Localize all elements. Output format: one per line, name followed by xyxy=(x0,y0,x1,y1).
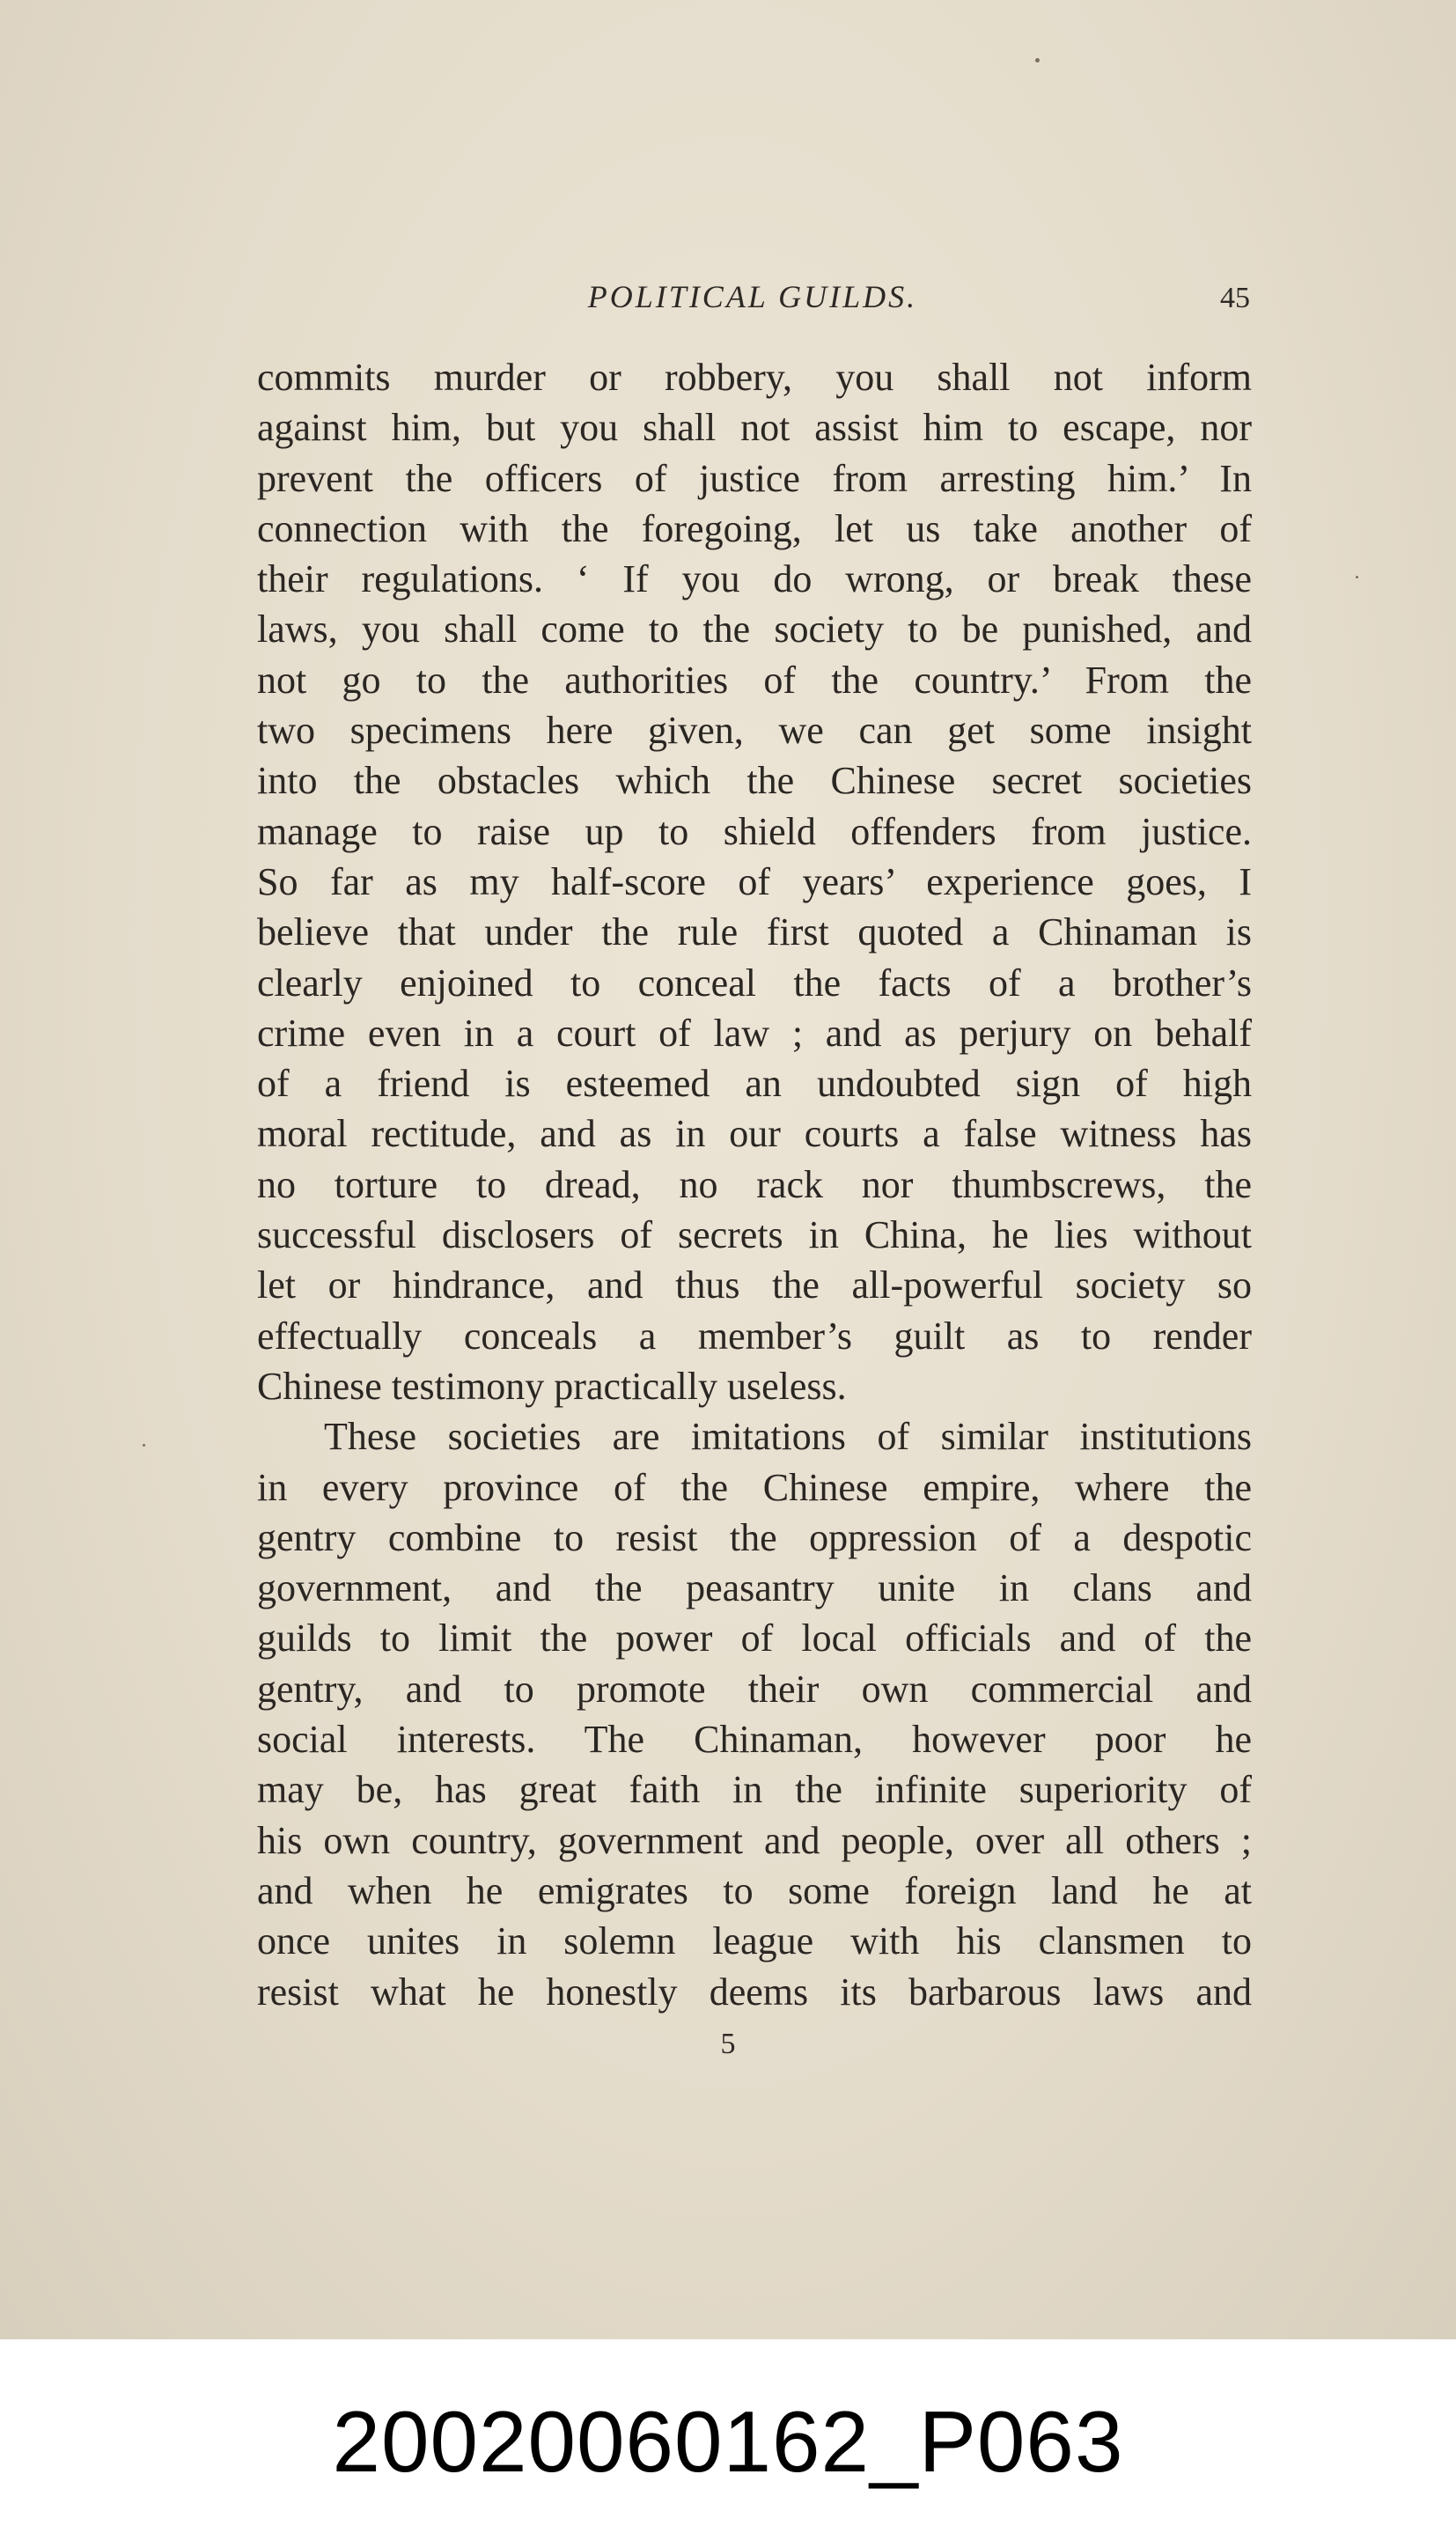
text-line: Chinese testimony practically useless. xyxy=(257,1364,847,1408)
text-line: social interests. The Chinaman, however poor he xyxy=(257,1718,1252,1762)
text-line: two specimens here given, we can get some insight xyxy=(257,709,1252,753)
paper-speck xyxy=(1356,576,1358,578)
text-line: let or hindrance, and thus the all-powerful society so xyxy=(257,1263,1252,1307)
text-line: of a friend is esteemed an undoubted sign of high xyxy=(257,1062,1252,1106)
text-line: manage to raise up to shield offenders from justice. xyxy=(257,809,1252,853)
text-line: once unites in solemn league with his clansmen to xyxy=(257,1919,1252,1963)
text-line: connection with the foregoing, let us take another of xyxy=(257,506,1252,550)
running-title: POLITICAL GUILDS. xyxy=(587,279,918,314)
text-line: believe that under the rule first quoted a Chinaman is xyxy=(257,910,1252,954)
paragraph xyxy=(257,1411,1252,2017)
text-line: and when he emigrates to some foreign land he at xyxy=(257,1868,1252,1912)
archive-label: 20020060162_P063 xyxy=(332,2393,1124,2490)
text-line: moral rectitude, and as in our courts a false witness has xyxy=(257,1112,1252,1156)
paper-speck xyxy=(143,1444,145,1447)
text-line: their regulations. ‘ If you do wrong, or break these xyxy=(257,557,1252,601)
paper-speck xyxy=(1035,58,1040,63)
paragraph xyxy=(257,352,1252,1411)
text-line: So far as my half-score of years’ experience goes, I xyxy=(257,859,1252,903)
text-line: into the obstacles which the Chinese secret societies xyxy=(257,759,1252,803)
running-head xyxy=(255,275,1250,328)
text-line: guilds to limit the power of local officials and of the xyxy=(257,1616,1252,1661)
text-line: government, and the peasantry unite in clans and xyxy=(257,1566,1252,1610)
text-line: These societies are imitations of similar institutions xyxy=(324,1415,1252,1459)
text-line: may be, has great faith in the infinite superiority of xyxy=(257,1768,1252,1812)
text-line: no torture to dread, no rack nor thumbscrews, the xyxy=(257,1162,1252,1206)
body-text xyxy=(257,352,1252,2017)
text-line: his own country, government and people, over all others ; xyxy=(257,1818,1252,1862)
text-line: commits murder or robbery, you shall not inform xyxy=(257,356,1252,399)
text-line: resist what he honestly deems its barbarous laws and xyxy=(257,1970,1252,2014)
text-line: gentry, and to promote their own commercial and xyxy=(257,1667,1252,1711)
archive-label-strip xyxy=(0,2339,1456,2548)
text-line: gentry combine to resist the oppression of a despotic xyxy=(257,1515,1252,1559)
text-line: against him, but you shall not assist him to escape, nor xyxy=(257,406,1252,450)
text-line: in every province of the Chinese empire, where the xyxy=(257,1465,1252,1509)
text-line: successful disclosers of secrets in China, he lies without xyxy=(257,1213,1252,1257)
text-line: crime even in a court of law ; and as perjury on behalf xyxy=(257,1011,1252,1055)
signature-mark: 5 xyxy=(720,2028,736,2060)
text-line: prevent the officers of justice from arresting him.’ In xyxy=(257,456,1252,500)
text-line: effectually conceals a member’s guilt as to render xyxy=(257,1314,1252,1358)
text-line: laws, you shall come to the society to be punished, and xyxy=(257,608,1252,652)
text-line: not go to the authorities of the country.’ From the xyxy=(257,658,1252,702)
page-number: 45 xyxy=(1220,282,1250,314)
text-line: clearly enjoined to conceal the facts of a brother’s xyxy=(257,961,1252,1005)
